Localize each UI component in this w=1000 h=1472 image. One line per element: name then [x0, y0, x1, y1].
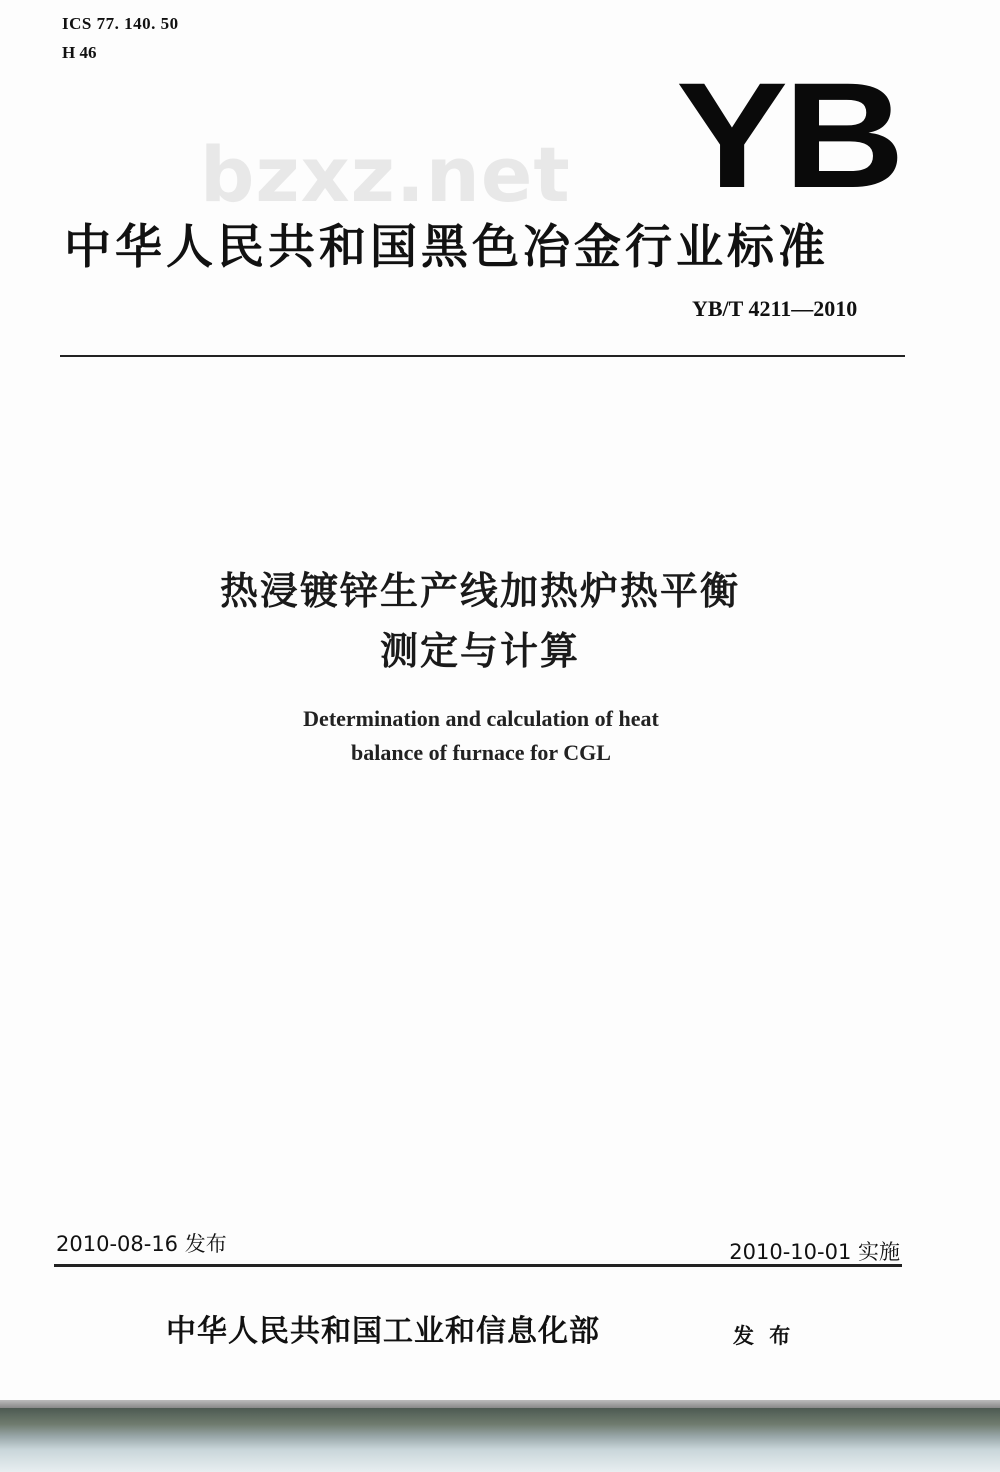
yb-logo: YB: [676, 51, 901, 219]
standard-number: YB/T 4211—2010: [692, 296, 858, 321]
title-en-line1: Determination and calculation of heat: [303, 706, 659, 731]
header-divider: [60, 355, 905, 357]
issue-date: 2010-08-16 发布: [56, 1232, 227, 1256]
classification-code: H 46: [62, 43, 97, 62]
implement-date: 2010-10-01 实施: [729, 1240, 900, 1264]
footer-divider: [54, 1264, 902, 1267]
publisher: 中华人民共和国工业和信息化部: [166, 1314, 600, 1349]
watermark: bzxz.net: [200, 130, 571, 219]
publisher-suffix: 发 布: [733, 1324, 795, 1348]
org-title: 中华人民共和国黑色冶金行业标准: [64, 220, 829, 275]
title-en-line2: balance of furnace for CGL: [351, 740, 611, 765]
title-zh-line1: 热浸镀锌生产线加热炉热平衡: [219, 569, 740, 613]
background-photo: [0, 1408, 1000, 1472]
title-zh-line2: 测定与计算: [379, 629, 580, 673]
page-edge: [0, 1400, 1000, 1408]
ics-code: ICS 77. 140. 50: [62, 14, 179, 33]
